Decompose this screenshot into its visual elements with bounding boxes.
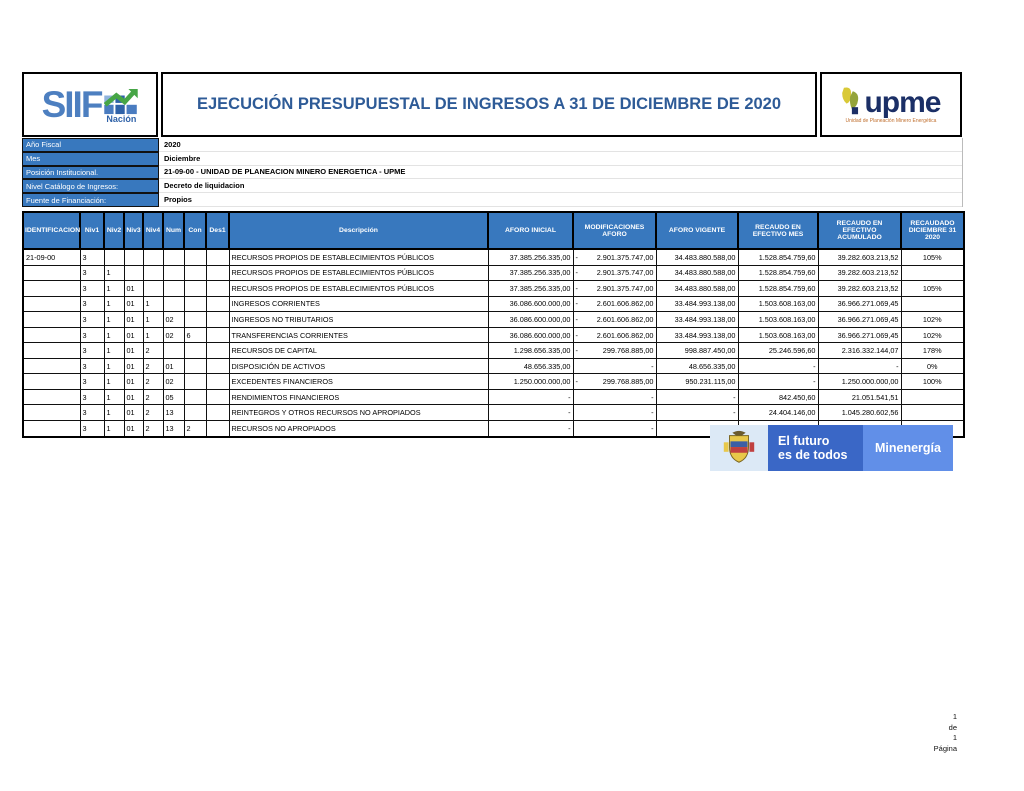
column-header: Niv2 [104,212,124,249]
table-row [23,265,964,281]
cell: 34.483.880.588,00 [656,249,738,265]
metadata-label: Fuente de Financiación: [22,193,159,207]
cell: 21.051.541,51 [818,389,901,405]
cell: 3 [80,343,104,359]
cell: 1 [104,281,124,297]
cell [23,327,80,343]
cell: 1 [104,312,124,328]
page-indicator-line: de [948,722,957,732]
cell: RECURSOS DE CAPITAL [229,343,488,359]
column-header: Niv1 [80,212,104,249]
upme-tagline: Unidad de Planeación Minero Energética [845,117,937,124]
cell: 37.385.256.335,00 [488,265,573,281]
cell [184,389,206,405]
metadata-value: 2020 [159,138,962,152]
metadata-row [22,179,962,193]
cell: 33.484.993.138,00 [656,312,738,328]
cell [901,296,964,312]
cell: 2.316.332.144,07 [818,343,901,359]
column-header: Des1 [206,212,229,249]
cell: - [573,421,656,437]
cell: - [738,358,818,374]
cell: - [488,405,573,421]
cell [124,249,143,265]
cell: 36.086.600.000,00 [488,312,573,328]
cell: 02 [163,312,184,328]
cell: 178% [901,343,964,359]
cell: 2 [143,358,163,374]
cell: 1.528.854.759,60 [738,249,818,265]
futuro-line1: El futuro [778,433,830,448]
metadata-label: Mes [22,152,159,166]
cell: 3 [80,421,104,437]
cell [23,358,80,374]
cell: 37.385.256.335,00 [488,281,573,297]
cell: INGRESOS CORRIENTES [229,296,488,312]
cell [206,249,229,265]
cell [184,358,206,374]
cell: 01 [163,358,184,374]
upme-logo [820,72,962,137]
cell [184,249,206,265]
cell: - 2.901.375.747,00 [573,249,656,265]
cell: - [488,421,573,437]
coat-of-arms-icon [722,429,756,467]
cell: RECURSOS NO APROPIADOS [229,421,488,437]
column-header: RECAUDO EN EFECTIVO ACUMULADO [818,212,901,249]
page-indicator [903,712,957,754]
cell [23,421,80,437]
cell: 24.404.146,00 [738,405,818,421]
cell: 13 [163,421,184,437]
metadata-value: Propios [159,193,962,207]
cell [23,281,80,297]
column-header: AFORO VIGENTE [656,212,738,249]
cell: 2 [143,374,163,390]
cell: 102% [901,327,964,343]
cell: 01 [124,421,143,437]
cell: 1.045.280.602,56 [818,405,901,421]
metadata-value: Diciembre [159,152,962,166]
cell: 0% [901,358,964,374]
page-indicator-line: 1 [952,733,957,742]
cell: 37.385.256.335,00 [488,249,573,265]
cell: 1 [143,312,163,328]
cell: 3 [80,296,104,312]
cell: 39.282.603.213,52 [818,249,901,265]
siif-wordmark: SIIF [41,84,102,125]
cell: 105% [901,249,964,265]
column-header: Niv4 [143,212,163,249]
cell [206,343,229,359]
page-indicator-line: Página [933,743,957,753]
cell: - 2.601.606.862,00 [573,296,656,312]
cell: 33.484.993.138,00 [656,327,738,343]
cell: RECURSOS PROPIOS DE ESTABLECIMIENTOS PÚBLICOS [229,281,488,297]
cell: 1.250.000.000,00 [818,374,901,390]
cell [206,421,229,437]
cell [206,358,229,374]
column-header: Niv3 [124,212,143,249]
cell: REINTEGROS Y OTROS RECURSOS NO APROPIADOS [229,405,488,421]
cell: 1.528.854.759,60 [738,265,818,281]
cell: 3 [80,405,104,421]
cell: 01 [124,343,143,359]
cell [184,312,206,328]
metadata-value: Decreto de liquidacion [159,179,962,193]
cell: TRANSFERENCIAS CORRIENTES [229,327,488,343]
column-header: AFORO INICIAL [488,212,573,249]
cell [23,389,80,405]
cell: 3 [80,265,104,281]
cell [163,265,184,281]
cell: 950.231.115,00 [656,374,738,390]
cell: 02 [163,327,184,343]
table-row [23,405,964,421]
cell: 1 [104,421,124,437]
cell: 3 [80,358,104,374]
table-row [23,374,964,390]
cell: 25.246.596,60 [738,343,818,359]
cell: 3 [80,249,104,265]
cell: 05 [163,389,184,405]
table-row [23,281,964,297]
cell [206,296,229,312]
metadata-label: Año Fiscal [22,138,159,152]
cell [23,405,80,421]
cell: 1 [104,389,124,405]
cell: 34.483.880.588,00 [656,265,738,281]
cell: - [573,358,656,374]
cell: 36.966.271.069,45 [818,327,901,343]
cell [163,343,184,359]
siif-nacion-label: Nación [106,114,137,124]
cell: 1 [104,296,124,312]
cell: 1.250.000.000,00 [488,374,573,390]
cell: 39.282.603.213,52 [818,281,901,297]
upme-row [841,86,941,119]
cell: 105% [901,281,964,297]
cell [206,281,229,297]
cell [184,265,206,281]
cell: 01 [124,374,143,390]
cell: 01 [124,389,143,405]
table-row [23,389,964,405]
cell: 1.528.854.759,60 [738,281,818,297]
cell: - [738,374,818,390]
column-header: Descripción [229,212,488,249]
metadata-row [22,193,962,207]
cell [901,389,964,405]
cell [143,249,163,265]
cell [23,312,80,328]
cell: 1 [104,265,124,281]
cell [23,343,80,359]
cell: - [573,405,656,421]
metadata-row [22,138,962,152]
cell [206,312,229,328]
table-row [23,358,964,374]
cell: 01 [124,296,143,312]
siif-grid-icon [104,89,138,115]
siif-icon-wrap [104,89,138,124]
cell: 48.656.335,00 [488,358,573,374]
futuro-line2: es de todos [778,448,848,462]
cell: 1.503.608.163,00 [738,312,818,328]
cell [23,296,80,312]
cell: 3 [80,327,104,343]
cell: 01 [124,405,143,421]
cell [143,265,163,281]
cell: 36.086.600.000,00 [488,296,573,312]
table-header [23,212,964,249]
top-band [22,72,962,137]
cell: 998.887.450,00 [656,343,738,359]
cell: - 2.601.606.862,00 [573,327,656,343]
cell [901,405,964,421]
cell: - 2.901.375.747,00 [573,281,656,297]
metadata-label: Nivel Catálogo de Ingresos: [22,179,159,193]
cell [23,265,80,281]
cell [184,374,206,390]
report-title: EJECUCIÓN PRESUPUESTAL DE INGRESOS A 31 DE DICIEMBRE DE 2020 [196,95,782,113]
cell: 1.503.608.163,00 [738,327,818,343]
cell: 1.298.656.335,00 [488,343,573,359]
cell: 13 [163,405,184,421]
cell: 3 [80,281,104,297]
cell [184,405,206,421]
cell: 01 [124,281,143,297]
siif-logo [22,72,158,137]
cell: 6 [184,327,206,343]
metadata-panel [22,138,963,207]
cell: - [656,389,738,405]
cell: 1 [104,327,124,343]
cell: RECURSOS PROPIOS DE ESTABLECIMIENTOS PÚBLICOS [229,249,488,265]
cell: - 2.901.375.747,00 [573,265,656,281]
cell: - 299.768.885,00 [573,343,656,359]
cell: 1.503.608.163,00 [738,296,818,312]
cell: 39.282.603.213,52 [818,265,901,281]
cell [163,249,184,265]
cell [206,389,229,405]
cell [184,281,206,297]
cell: RECURSOS PROPIOS DE ESTABLECIMIENTOS PÚBLICOS [229,265,488,281]
cell: 2 [143,405,163,421]
cell: 2 [143,421,163,437]
cell [143,281,163,297]
column-header: RECAUDADO DICIEMBRE 31 2020 [901,212,964,249]
cell: 3 [80,389,104,405]
cell: 842.450,60 [738,389,818,405]
cell: 36.966.271.069,45 [818,312,901,328]
cell: - [656,405,738,421]
cell: DISPOSICIÓN DE ACTIVOS [229,358,488,374]
table-row [23,249,964,265]
cell: 01 [124,327,143,343]
cell: 34.483.880.588,00 [656,281,738,297]
cell: 1 [104,358,124,374]
column-header: IDENTIFICACION [23,212,80,249]
cell [206,265,229,281]
column-header: MODIFICACIONES AFORO [573,212,656,249]
column-header: RECAUDO EN EFECTIVO MES [738,212,818,249]
column-header: Num [163,212,184,249]
cell: - 2.601.606.862,00 [573,312,656,328]
cell: RENDIMIENTOS FINANCIEROS [229,389,488,405]
cell: 1 [143,296,163,312]
table-row [23,296,964,312]
cell: 102% [901,312,964,328]
cell [163,281,184,297]
table-row [23,327,964,343]
cell: 2 [143,389,163,405]
cell [124,265,143,281]
budget-table [22,211,965,438]
cell [23,374,80,390]
minenergia-brand: Minenergía [863,425,953,471]
metadata-value: 21-09-00 - UNIDAD DE PLANEACION MINERO ENERGETICA - UPME [159,166,962,180]
table-row [23,343,964,359]
cell: 1 [104,405,124,421]
cell: 1 [104,374,124,390]
cell: EXCEDENTES FINANCIEROS [229,374,488,390]
cell: 1 [104,343,124,359]
cell [104,249,124,265]
cell: - [573,389,656,405]
cell: 02 [163,374,184,390]
cell [163,296,184,312]
cell [901,265,964,281]
coat-box [710,425,768,471]
cell: 48.656.335,00 [656,358,738,374]
cell: 1 [143,327,163,343]
title-box [161,72,817,137]
cell: 33.484.993.138,00 [656,296,738,312]
cell: 2 [184,421,206,437]
upme-mark-icon [841,86,861,116]
cell [206,374,229,390]
cell: 3 [80,312,104,328]
futuro-box [768,425,863,471]
cell: 01 [124,312,143,328]
column-header: Con [184,212,206,249]
cell [184,296,206,312]
cell: 36.966.271.069,45 [818,296,901,312]
metadata-row [22,152,962,166]
metadata-label: Posición Institucional. [22,166,159,180]
cell: - [818,358,901,374]
minenergia-logo [710,425,953,471]
upme-wordmark: upme [864,86,941,119]
cell: 3 [80,374,104,390]
cell: INGRESOS NO TRIBUTARIOS [229,312,488,328]
cell: 36.086.600.000,00 [488,327,573,343]
cell [206,327,229,343]
metadata-row [22,166,962,180]
cell: - 299.768.885,00 [573,374,656,390]
cell: - [488,389,573,405]
cell [206,405,229,421]
table-row [23,312,964,328]
cell: 21-09-00 [23,249,80,265]
page-indicator-line: 1 [952,712,957,721]
cell [184,343,206,359]
cell: 100% [901,374,964,390]
cell: 2 [143,343,163,359]
cell: 01 [124,358,143,374]
table-body [23,249,964,437]
